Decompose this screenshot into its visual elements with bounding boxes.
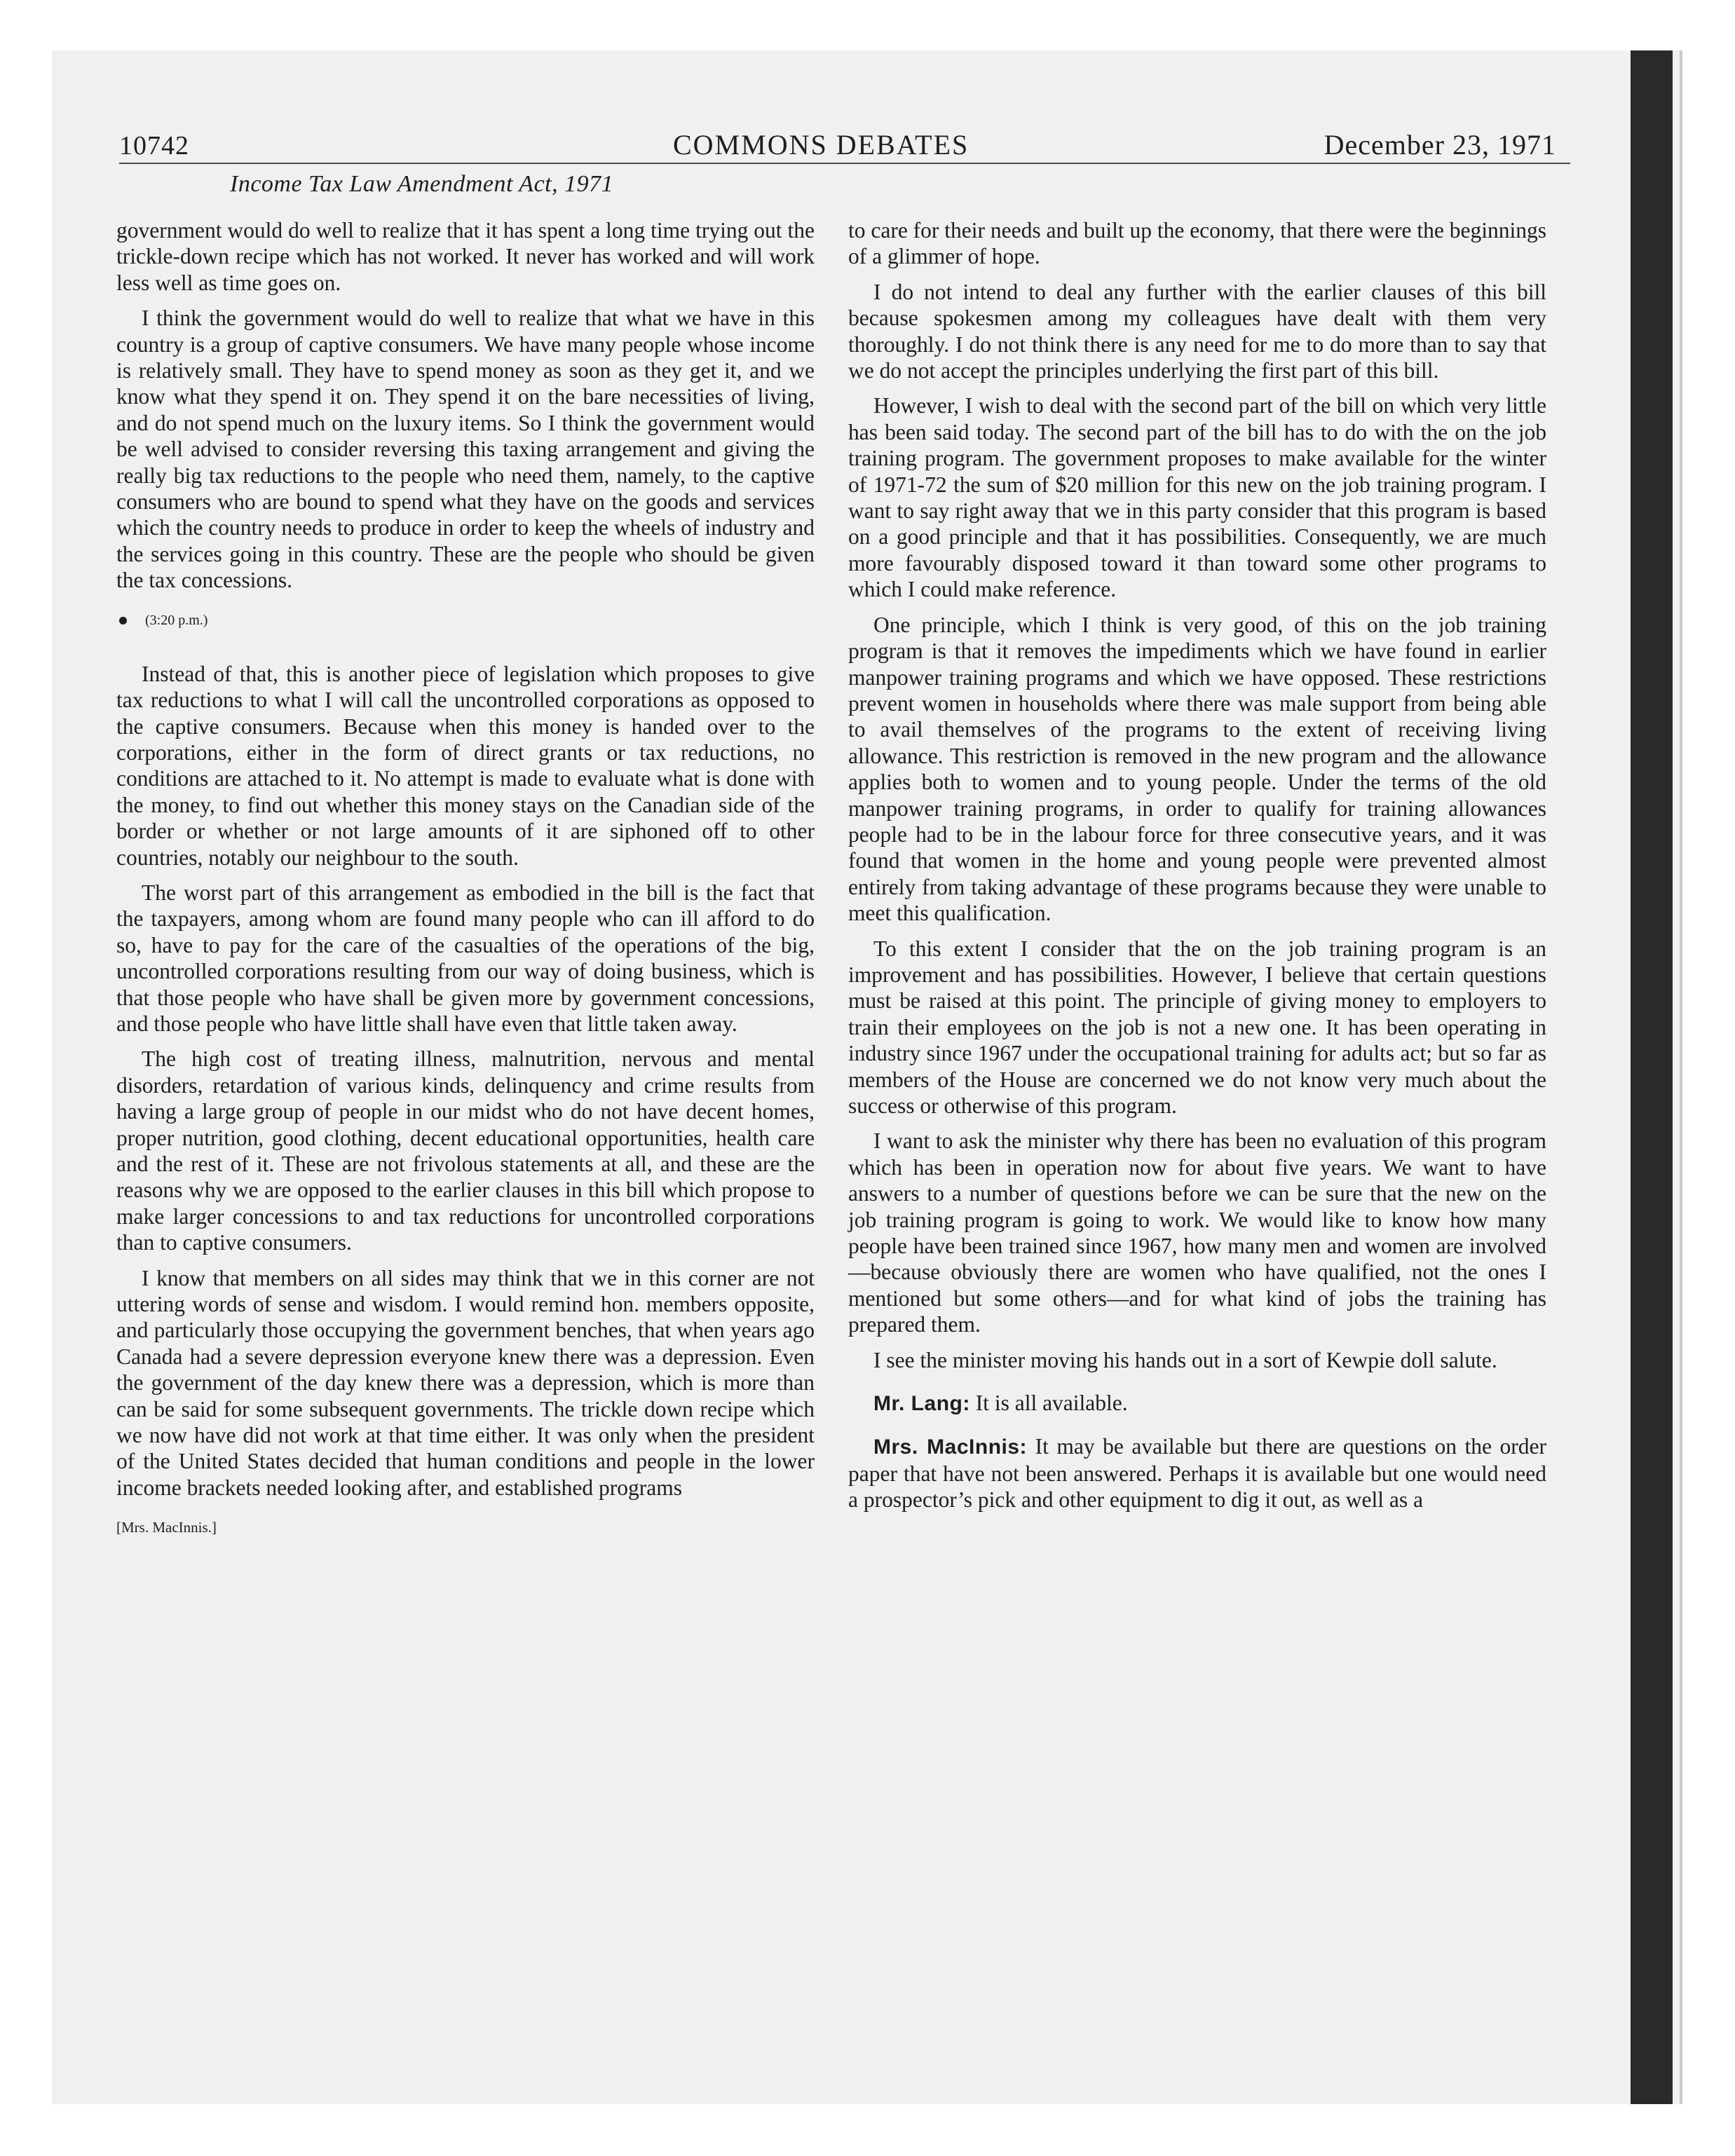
paragraph: Instead of that, this is another piece of legislation which proposes to give tax reductions to what I will call the uncontrolled corporations as opposed to the captive consumers. Because when this money is handed over to the corporations, either in the form of direct grants or tax reductions, no conditions are attached to it. No attempt is made to evaluate what is done with the money, to find out whether this money stays on the Canadian side of the border or whether or not large amounts of it are siphoned off to other countries, notably our neighbour to the south. — [116, 661, 815, 870]
paragraph: I know that members on all sides may think that we in this corner are not uttering words of sense and wisdom. I would remind hon. members opposite, and particularly those occupying the government benches, that when years ago Canada had a severe depression everyone knew there was a depression. Even the government of the day knew there was a depression, which is more than can be said for some subsequent governments. The trickle down recipe which we now have did not work at that time either. It was only when the president of the United States decided that human conditions and people in the lower income brackets needed looking after, and established programs — [116, 1265, 815, 1500]
running-header — [119, 123, 1570, 164]
section-heading: Income Tax Law Amendment Act, 1971 — [230, 171, 614, 197]
speech-macinnis — [848, 1433, 1546, 1513]
time-stamp — [116, 612, 815, 629]
paragraph: One principle, which I think is very good, of this on the job training program is that it removes the impediments which we have found in earlier manpower training programs and which we have opposed. These restrictions prevent women in households where there was male support from being able to avail themselves of the programs to the extent of receiving living allowance. This restriction is removed in the new program and the allowance applies both to women and to young people. Under the terms of the old manpower training programs, in order to qualify for training allowances people had to be in the labour force for three consecutive years, and it was found that women in the home and young people were prevented almost entirely from taking advantage of these programs because they were unable to meet this qualification. — [848, 612, 1546, 926]
speech-text: It may be available but there are questions on the order paper that have not been answered. Perhaps it is available but one would need a prospector’s pick and other equipment to dig it out, as well as a — [848, 1434, 1546, 1513]
scan-edge-shadow — [1680, 50, 1682, 2104]
paragraph: However, I wish to deal with the second part of the bill on which very little has been said today. The second part of the bill has to do with the on the job training program. The government proposes to make available for the winter of 1971-72 the sum of $20 million for this new on the job training program. I want to say right away that we in this party consider that this program is based on a good principle and that it has possibilities. Consequently, we are much more favourably disposed toward it than toward some other programs to which I could make reference. — [848, 393, 1546, 602]
speaker-name: Mr. Lang: — [873, 1392, 970, 1416]
paragraph: I do not intend to deal any further with the earlier clauses of this bill because spokesmen among my colleagues have dealt with them very thoroughly. I do not think there is any need for me to do more than to say that we do not accept the principles underlying the first part of this bill. — [848, 279, 1546, 383]
journal-title: COMMONS DEBATES — [673, 129, 969, 161]
speech-text: It is all available. — [975, 1391, 1128, 1416]
speaker-attribution: [Mrs. MacInnis.] — [116, 1519, 217, 1536]
speech-lang — [848, 1390, 1546, 1417]
paragraph: I think the government would do well to realize that what we have in this country is a group of captive consumers. We have many people whose income is relatively small. They have to spend money as soon as they get it, and we know what they spend it on. They spend it on the bare necessities of living, and do not spend much on the luxury items. So I think the government would be well advised to consider reversing this taxing arrangement and giving the really big tax reductions to the people who need them, namely, to the captive consumers who are bound to spend what they have on the goods and services which the country needs to produce in order to keep the wheels of industry and the services going in this country. These are the people who should be given the tax concessions. — [116, 306, 815, 593]
paragraph: To this extent I consider that the on the job training program is an improvement and has possibilities. However, I believe that certain questions must be raised at this point. The principle of giving money to employers to train their employees on the job is not a new one. It has been operating in industry since 1967 under the occupational training for adults act; but so far as members of the House are concerned we do not know very much about the success or otherwise of this program. — [848, 936, 1546, 1118]
paragraph: I want to ask the minister why there has been no evaluation of this program which has been in operation now for about five years. We want to have answers to a number of questions before we can be sure that the new on the job training program is going to work. We would like to know how many people have been trained since 1967, how many men and women are involved—because obviously there are women who have qualified, not the ones I mentioned but some others—and for what kind of jobs the training has prepared them. — [848, 1128, 1546, 1337]
page-number: 10742 — [119, 131, 189, 161]
paragraph: The worst part of this arrangement as embodied in the bill is the fact that the taxpayers, among whom are found many people who can ill afford to do so, have to pay for the care of the casualties of the operations of the big, uncontrolled corporations resulting from our way of doing business, which is that those people who have shall be given more by government concessions, and those people who have little shall have even that little taken away. — [116, 880, 815, 1036]
issue-date: December 23, 1971 — [1324, 129, 1556, 161]
scanner-binding-strip — [1631, 50, 1673, 2104]
time-stamp-text: (3:20 p.m.) — [145, 612, 208, 628]
paragraph: I see the minister moving his hands out in a sort of Kewpie doll salute. — [873, 1347, 1497, 1372]
right-column — [848, 217, 1546, 1513]
speaker-name: Mrs. MacInnis: — [873, 1435, 1028, 1459]
paragraph: government would do well to realize that it has spent a long time trying out the trickle-down recipe which has not worked. It never has worked and will work less well as time goes on. — [116, 218, 815, 295]
bullet-icon — [119, 617, 127, 625]
left-column — [116, 217, 815, 1536]
paragraph: to care for their needs and built up the economy, that there were the beginnings of a glimmer of hope. — [848, 218, 1546, 269]
paragraph: The high cost of treating illness, malnutrition, nervous and mental disorders, retardation of various kinds, delinquency and crime results from having a large group of people in our midst who do not have decent homes, proper nutrition, good clothing, decent educational opportunities, health care and the rest of it. These are not frivolous statements at all, and these are the reasons why we are opposed to the earlier clauses in this bill which propose to make larger concessions to and tax reductions for uncontrolled corporations than to captive consumers. — [116, 1046, 815, 1255]
